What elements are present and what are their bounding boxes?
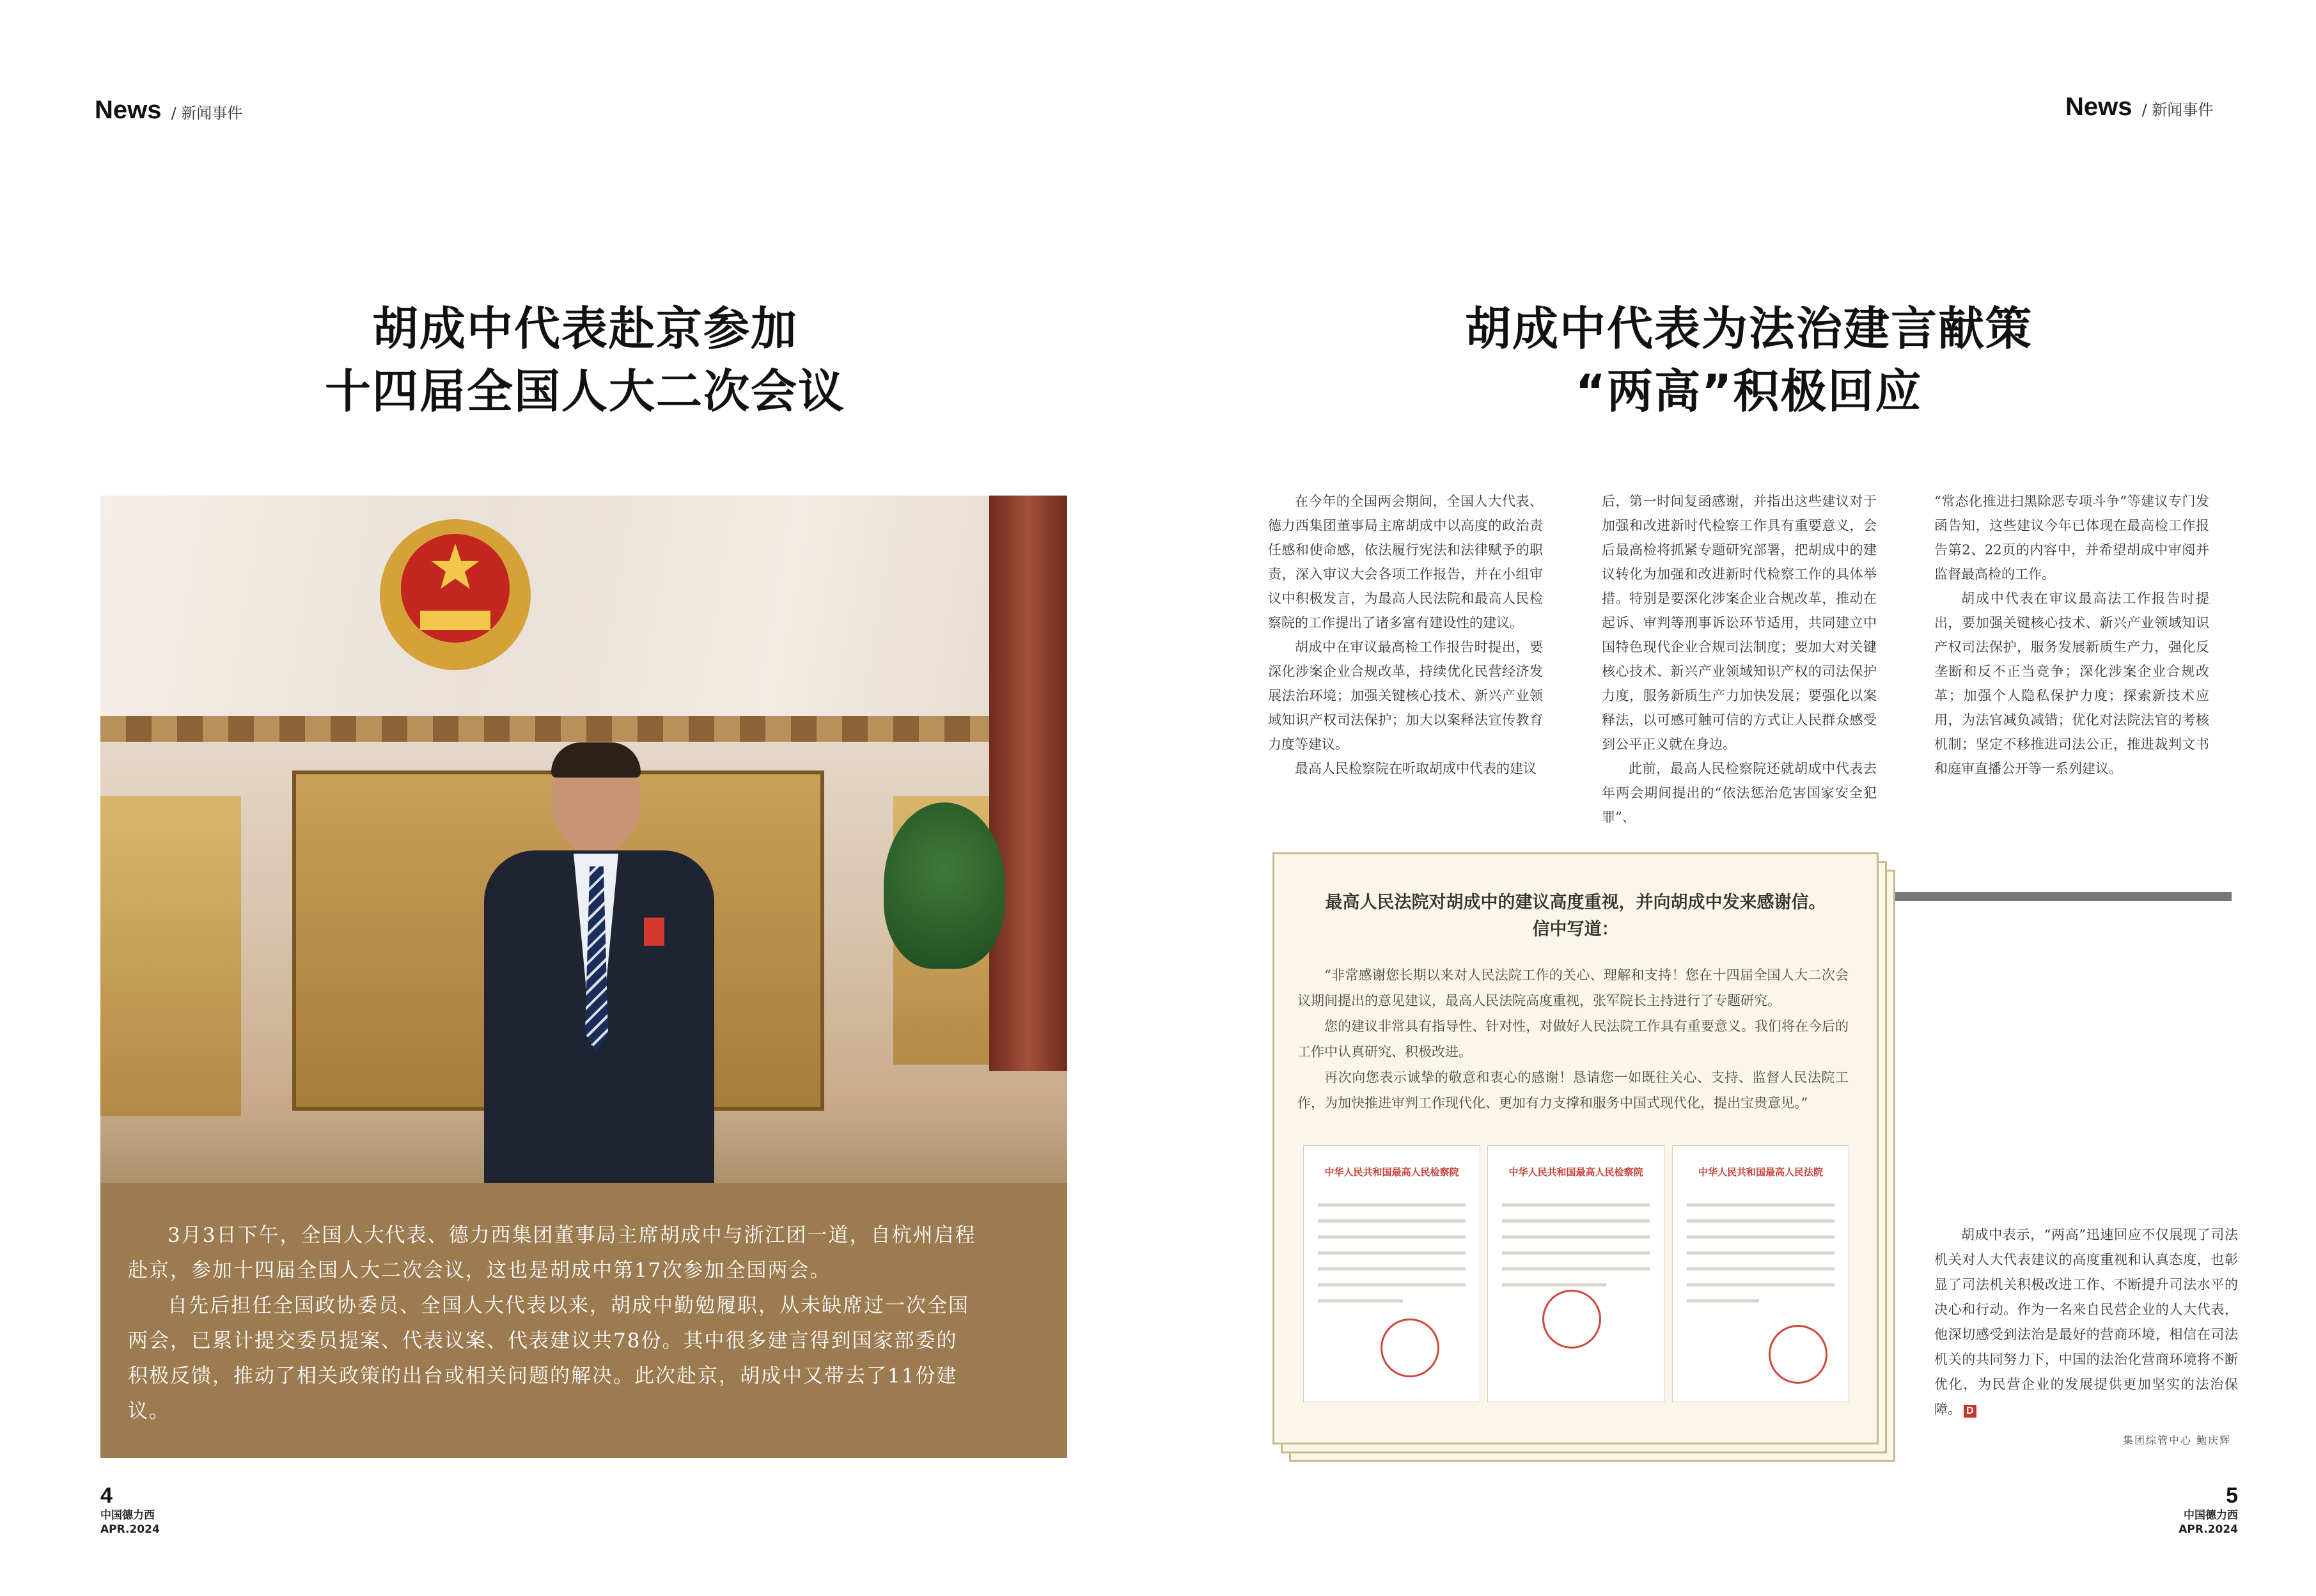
page-number: 5	[2226, 1483, 2238, 1508]
body-paragraph: 在今年的全国两会期间，全国人大代表、德力西集团董事局主席胡成中以高度的政治责任感和使命感，依法履行宪法和法律赋予的职责，深入审议大会各项工作报告，并在小组审议中积极发言，为最高人民法院和最高人民检察院的工作提出了诸多富有建设性的建议。	[1268, 494, 1543, 630]
magazine-name: 中国德力西	[2184, 1509, 2238, 1522]
right-title-line-2: “两高”积极回应	[1575, 364, 1923, 418]
document-letterhead: 中华人民共和国最高人民检察院	[1324, 1166, 1459, 1178]
left-side-door	[100, 796, 241, 1116]
official-seal-icon	[1769, 1325, 1827, 1384]
document-letterhead: 中华人民共和国最高人民检察院	[1508, 1166, 1643, 1178]
right-footer	[2168, 1483, 2238, 1537]
red-column	[989, 496, 1067, 1071]
end-mark-icon: D	[1964, 1405, 1976, 1418]
official-seal-icon	[1542, 1290, 1601, 1349]
document-thumbnail	[1487, 1145, 1664, 1402]
letter-paragraph: 再次向您表示诚挚的敬意和衷心的感谢！恳请您一如既往关心、支持、监督人民法院工作，为加快推进审判工作现代化、更加有力支撑和服务中国式现代化，提出宝贵意见。”	[1297, 1070, 1849, 1111]
page-number: 4	[100, 1483, 113, 1508]
photo-caption	[128, 1218, 978, 1429]
right-header	[2065, 93, 2213, 121]
body-paragraph: 胡成中代表在审议最高法工作报告时提出，要加强关键核心技术、新兴产业领域知识产权司法保护，服务发展新质生产力，强化反垄断和反不正当竞争；深化涉案企业合规改革；加强个人隐私保护力度；探索新技术应用，为法官减负减错；优化对法院法官的考核机制；坚定不移推进司法公正，推进裁判文书和庭审直播公开等一系列建议。	[1934, 591, 2209, 776]
right-article-title	[1266, 297, 2232, 423]
frieze	[100, 716, 1067, 742]
parliament-portrait-photo	[100, 496, 1067, 1205]
closing-paragraph: 胡成中表示，“两高”迅速回应不仅展现了司法机关对人大代表建议的高度重视和认真态度，也彰显了司法机关积极改进工作、不断提升司法水平的决心和行动。作为一名来自民营企业的人大代表，他深切感受到法治是最好的营商环境，相信在司法机关的共同努力下，中国的法治化营商环境将不断优化，为民营企业的发展提供更加坚实的法治保障。 D	[1934, 1227, 2238, 1417]
potted-plant	[884, 802, 1005, 969]
magazine-name: 中国德力西	[100, 1509, 155, 1522]
issue-date: APR.2024	[2179, 1523, 2238, 1536]
left-header	[95, 96, 242, 125]
left-article-title	[102, 297, 1068, 423]
issue-date: APR.2024	[100, 1523, 160, 1536]
author-credit: 集团综管中心 鲍庆辉	[2123, 1434, 2232, 1446]
left-title-line-1: 胡成中代表赴京参加	[372, 302, 798, 356]
body-column-2	[1602, 489, 1877, 829]
national-emblem-icon	[375, 515, 535, 675]
caption-paragraph: 3月3日下午，全国人大代表、德力西集团董事局主席胡成中与浙江团一道，自杭州启程赴京，参加十四届全国人大二次会议，这也是胡成中第17次参加全国两会。	[128, 1224, 976, 1282]
document-thumbnail	[1303, 1145, 1480, 1402]
letter-paragraph: “非常感谢您长期以来对人民法院工作的关心、理解和支持！您在十四届全国人大二次会议期间提出的意见建议，最高人民法院高度重视，张军院长主持进行了专题研究。	[1297, 967, 1849, 1008]
document-thumbnail	[1672, 1145, 1849, 1402]
person-figure	[484, 745, 714, 1205]
body-column-1	[1268, 489, 1543, 781]
document-letterhead: 中华人民共和国最高人民法院	[1698, 1166, 1823, 1178]
letter-sheet	[1272, 852, 1879, 1444]
left-title-line-2: 十四届全国人大二次会议	[324, 364, 845, 418]
marble-wall	[100, 496, 1067, 732]
letter-heading-line-2: 信中写道：	[1532, 919, 1619, 939]
body-paragraph: 后，第一时间复函感谢，并指出这些建议对于加强和改进新时代检察工作具有重要意义，会后最高检将抓紧专题研究部署，把胡成中的建议转化为加强和改进新时代检察工作的具体举措。特别是要深化涉案企业合规改革，推动在起诉、审判等刑事诉讼环节适用，共同建立中国特色现代企业合规司法制度；要加大对关键核心技术、新兴产业领域知识产权的司法保护力度，服务新质生产力加快发展；要强化以案释法，以可感可触可信的方式让人民群众感受到公平正义就在身边。	[1602, 494, 1877, 752]
delegate-badge	[644, 918, 664, 946]
body-paragraph: “常态化推进扫黑除恶专项斗争”等建议专门发函告知，这些建议今年已体现在最高检工作报告第2、22页的内容中，并希望胡成中审阅并监督最高检的工作。	[1934, 494, 2209, 582]
horizontal-rule	[1893, 892, 2232, 901]
caption-paragraph: 自先后担任全国政协委员、全国人大代表以来，胡成中勤勉履职，从未缺席过一次全国两会，已累计提交委员提案、代表议案、代表建议共78份。其中很多建言得到国家部委的积极反馈，推动了相关政策的出台或相关问题的解决。此次赴京，胡成中又带去了11份建议。	[128, 1294, 969, 1423]
subsection-label: / 新闻事件	[171, 104, 243, 122]
section-label: News	[2065, 93, 2132, 121]
official-seal-icon	[1381, 1318, 1439, 1377]
hair	[551, 742, 641, 778]
right-title-line-1: 胡成中代表为法治建言献策	[1464, 302, 2033, 356]
letter-body	[1297, 962, 1849, 1116]
left-footer	[100, 1483, 160, 1537]
letter-heading	[1274, 889, 1877, 943]
letter-paragraph: 您的建议非常具有指导性、针对性，对做好人民法院工作具有重要意义。我们将在今后的工作中认真研究、积极改进。	[1297, 1019, 1849, 1060]
section-label: News	[95, 96, 162, 124]
body-paragraph: 胡成中在审议最高检工作报告时提出，要深化涉案企业合规改革，持续优化民营经济发展法治环境；加强关键核心技术、新兴产业领域知识产权司法保护；加大以案释法宣传教育力度等建议。	[1268, 639, 1543, 752]
letter-heading-line-1: 最高人民法院对胡成中的建议高度重视，并向胡成中发来感谢信。	[1325, 893, 1826, 912]
body-paragraph: 此前，最高人民检察院还就胡成中代表去年两会期间提出的“依法惩治危害国家安全犯罪”、	[1602, 761, 1877, 825]
closing-column	[1934, 1223, 2238, 1422]
body-column-3	[1934, 489, 2209, 781]
body-paragraph: 最高人民检察院在听取胡成中代表的建议	[1295, 761, 1537, 776]
subsection-label: / 新闻事件	[2141, 101, 2214, 119]
